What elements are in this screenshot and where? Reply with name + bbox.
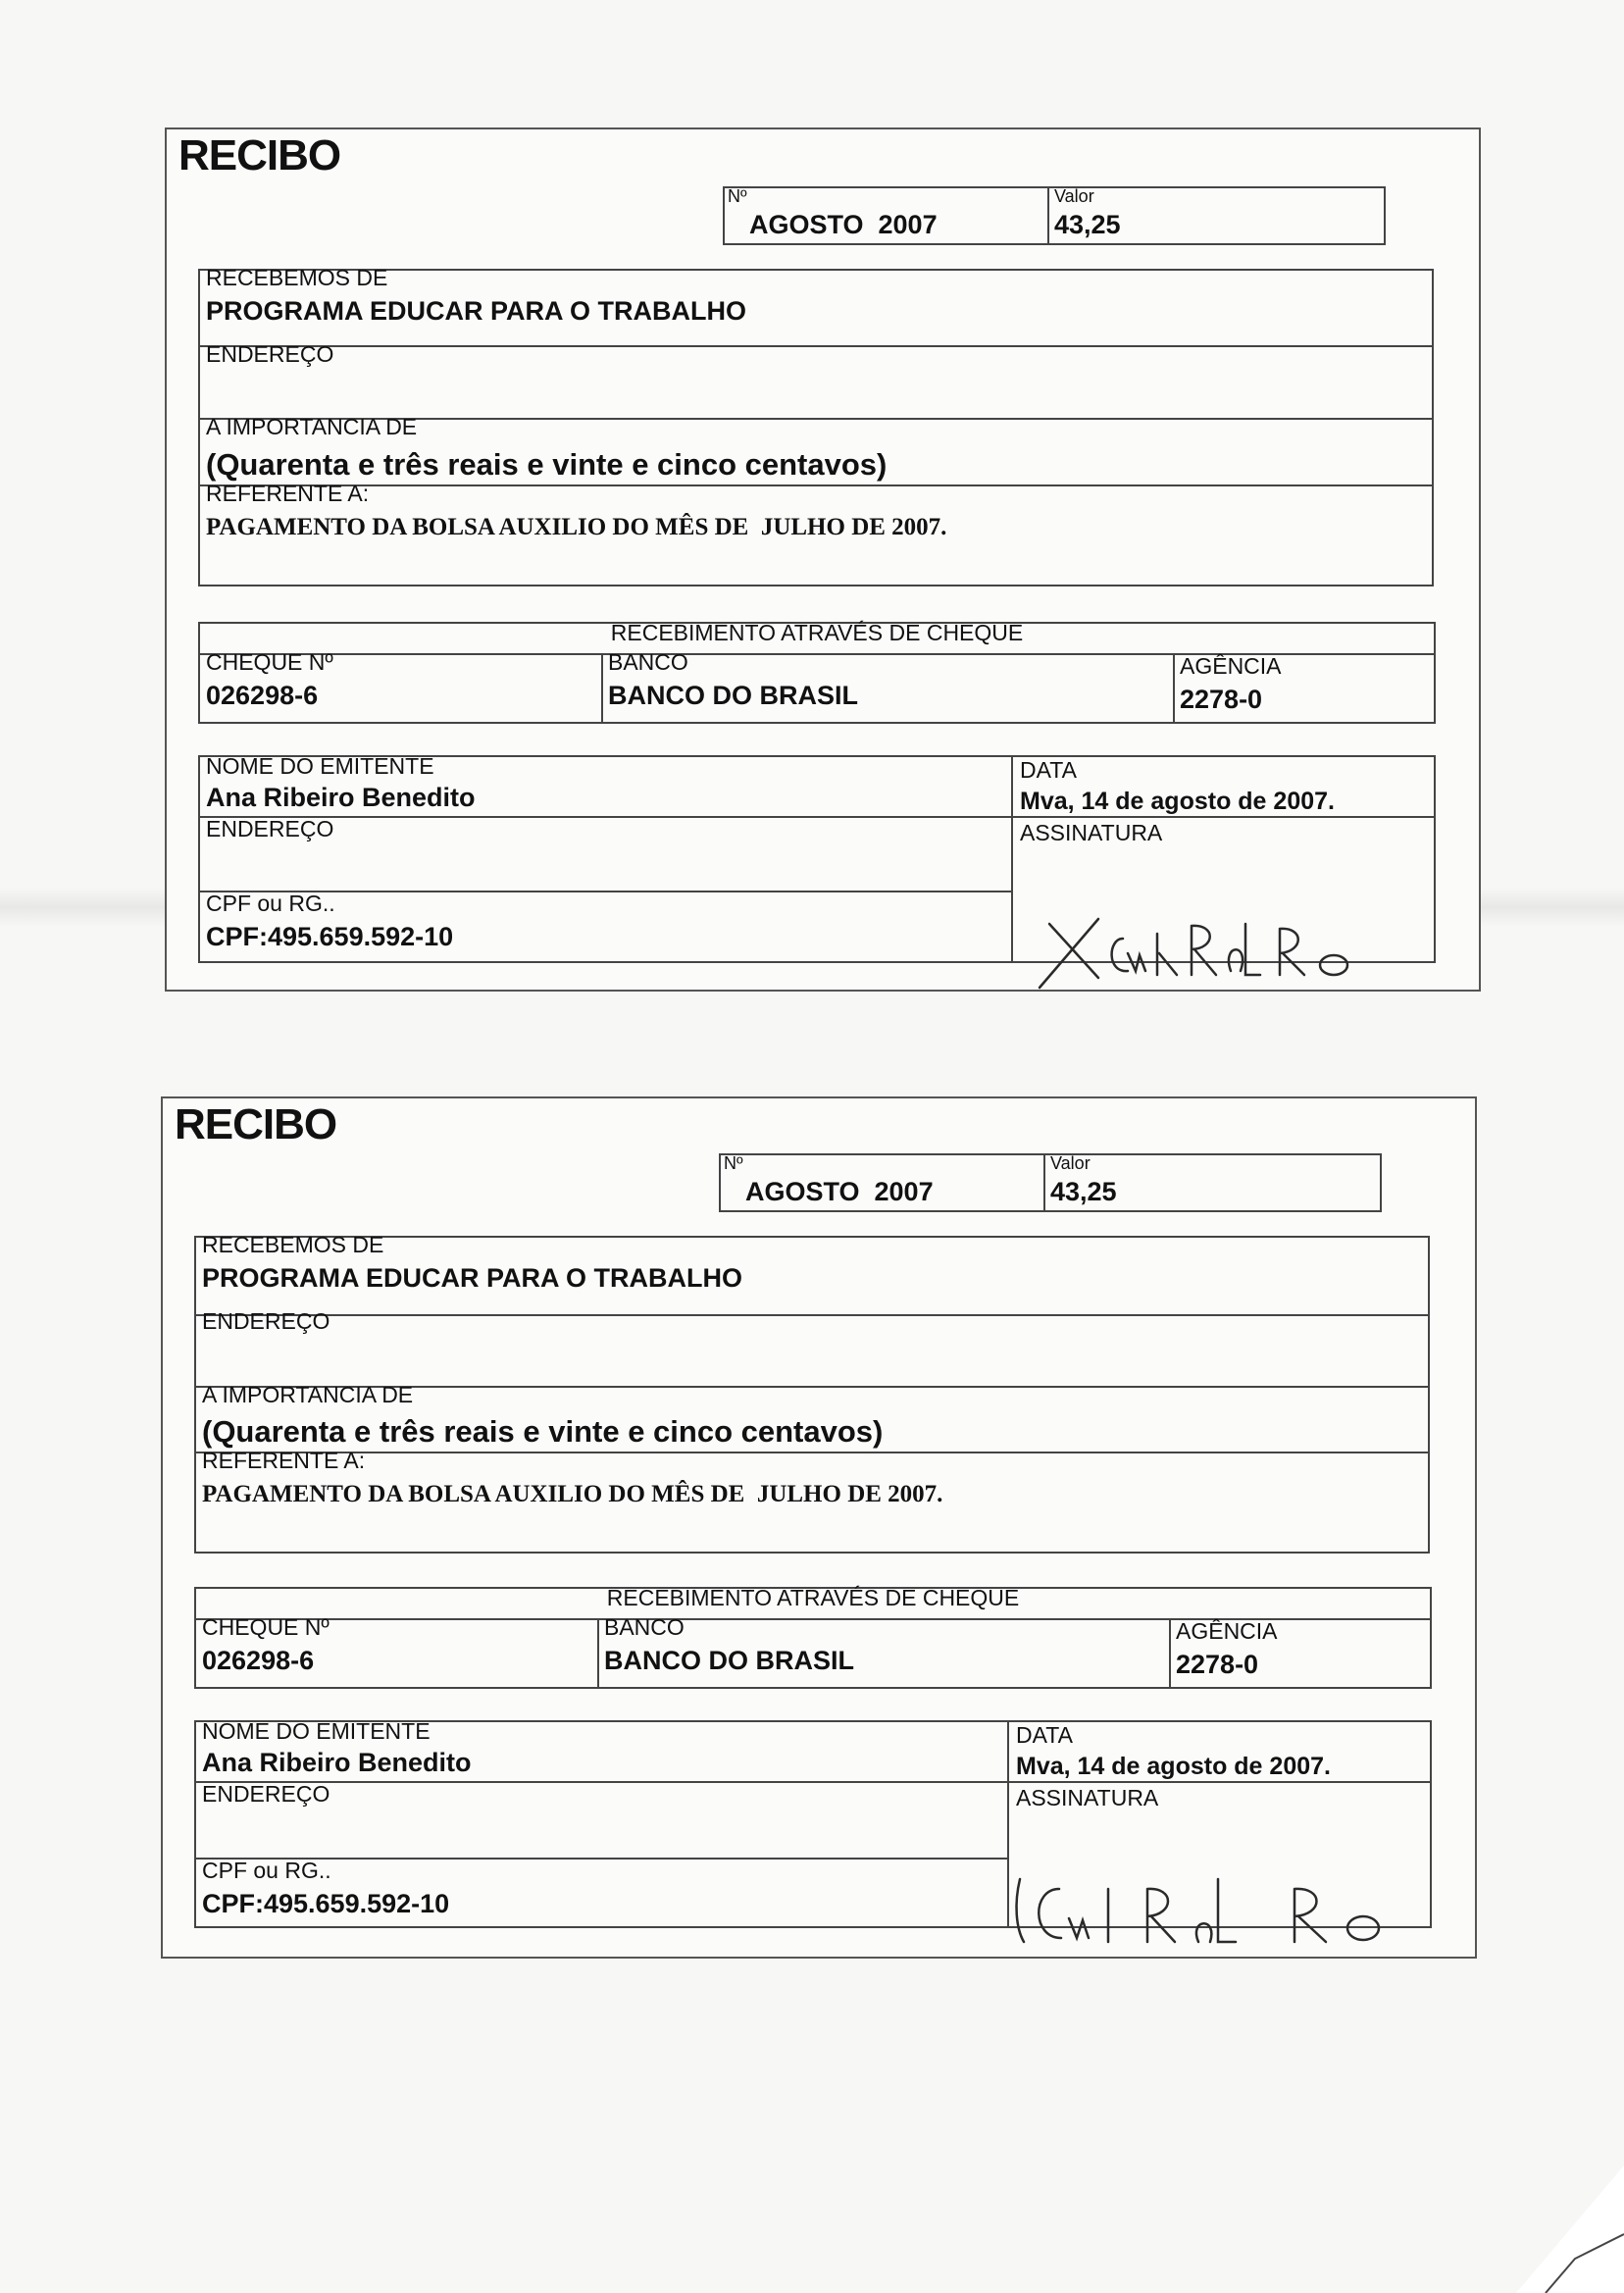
cpf-label: CPF ou RG.. [206, 891, 335, 916]
endereco-label: ENDEREÇO [202, 1308, 330, 1334]
cheque-label: CHEQUE Nº [206, 649, 333, 675]
valor-label: Valor [1050, 1153, 1091, 1173]
endereco2-label: ENDEREÇO [202, 1781, 330, 1807]
data-label: DATA [1020, 757, 1077, 783]
recebemos-label: RECEBEMOS DE [202, 1232, 384, 1257]
agencia-value: 2278-0 [1180, 685, 1263, 714]
data-value: Mva, 14 de agosto de 2007. [1016, 1753, 1331, 1780]
cheque-label: CHEQUE Nº [202, 1614, 330, 1640]
valor-label: Valor [1054, 186, 1094, 206]
cheque-header: RECEBIMENTO ATRAVÉS DE CHEQUE [610, 620, 1024, 645]
banco-label: BANCO [604, 1614, 685, 1640]
importancia-value: (Quarenta e três reais e vinte e cinco centavos) [202, 1414, 884, 1449]
numero-label: Nº [728, 186, 747, 206]
agencia-value: 2278-0 [1176, 1650, 1259, 1679]
importancia-value: (Quarenta e três reais e vinte e cinco centavos) [206, 447, 888, 482]
assinatura-label: ASSINATURA [1020, 820, 1163, 845]
banco-value: BANCO DO BRASIL [604, 1646, 854, 1675]
cpf-value: CPF:495.659.592-10 [206, 922, 454, 951]
emitente-value: Ana Ribeiro Benedito [206, 783, 476, 812]
referente-value: PAGAMENTO DA BOLSA AUXILIO DO MÊS DE JULHO DE 2007. [206, 514, 947, 540]
receipt-2 [161, 1096, 1477, 1959]
recebemos-value: PROGRAMA EDUCAR PARA O TRABALHO [202, 1263, 742, 1293]
endereco-label: ENDEREÇO [206, 341, 334, 367]
agencia-label: AGÊNCIA [1180, 653, 1282, 679]
banco-value: BANCO DO BRASIL [608, 681, 858, 710]
referente-label: REFERENTE A: [202, 1448, 366, 1473]
referente-label: REFERENTE A: [206, 481, 370, 506]
valor-value: 43,25 [1054, 210, 1121, 239]
emitente-value: Ana Ribeiro Benedito [202, 1748, 472, 1777]
emitente-label: NOME DO EMITENTE [206, 753, 434, 779]
numero-label: Nº [724, 1153, 743, 1173]
agencia-label: AGÊNCIA [1176, 1618, 1278, 1644]
cheque-value: 026298-6 [206, 681, 319, 710]
cheque-header: RECEBIMENTO ATRAVÉS DE CHEQUE [606, 1585, 1020, 1610]
recebemos-value: PROGRAMA EDUCAR PARA O TRABALHO [206, 296, 746, 326]
emitente-label: NOME DO EMITENTE [202, 1718, 431, 1744]
recebemos-label: RECEBEMOS DE [206, 265, 388, 290]
importancia-label: A IMPORTANCIA DE [202, 1382, 414, 1407]
endereco2-label: ENDEREÇO [206, 816, 334, 841]
assinatura-label: ASSINATURA [1016, 1785, 1159, 1810]
receipt-title: RECIBO [178, 131, 341, 179]
numero-value: AGOSTO 2007 [749, 210, 938, 239]
cheque-value: 026298-6 [202, 1646, 315, 1675]
cpf-value: CPF:495.659.592-10 [202, 1889, 450, 1918]
cpf-label: CPF ou RG.. [202, 1858, 331, 1883]
importancia-label: A IMPORTANCIA DE [206, 414, 418, 439]
folded-corner-icon [1516, 2166, 1624, 2293]
referente-value: PAGAMENTO DA BOLSA AUXILIO DO MÊS DE JULHO DE 2007. [202, 1481, 943, 1507]
receipt-title: RECIBO [175, 1100, 337, 1148]
receipt-1 [165, 127, 1481, 992]
banco-label: BANCO [608, 649, 688, 675]
data-label: DATA [1016, 1722, 1073, 1748]
handwritten-signature-icon [1010, 1860, 1422, 1948]
handwritten-signature-icon [1030, 885, 1402, 993]
valor-value: 43,25 [1050, 1177, 1117, 1206]
data-value: Mva, 14 de agosto de 2007. [1020, 788, 1335, 815]
numero-value: AGOSTO 2007 [745, 1177, 934, 1206]
